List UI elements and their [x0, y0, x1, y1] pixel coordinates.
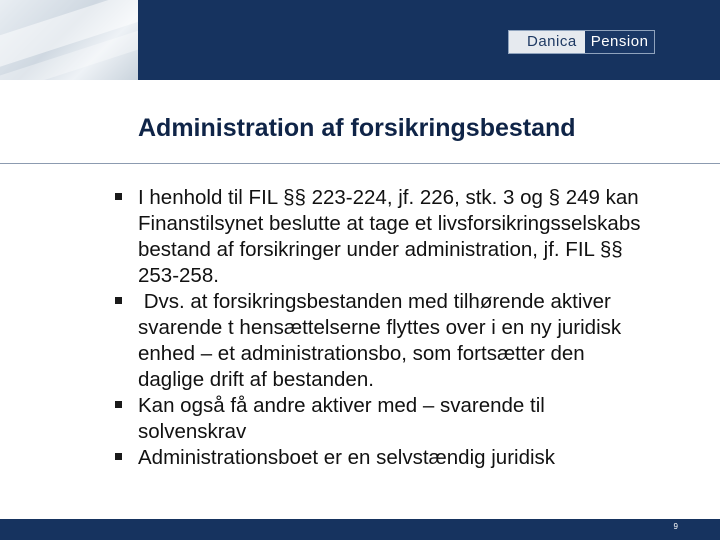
- square-bullet-icon: [115, 297, 122, 304]
- bullet-item: [115, 289, 655, 393]
- square-bullet-icon: [115, 453, 122, 460]
- square-bullet-icon: [115, 193, 122, 200]
- slide-title: Administration af forsikringsbestand: [138, 114, 576, 142]
- bullet-text: Dvs. at forsikringsbestanden med tilhørende aktiver svarende t hensættelserne flyttes over i en ny juridisk enhed – et administrationsbo, som fortsætter den daglige drift af bestanden.: [138, 290, 627, 391]
- bullet-list: [115, 185, 655, 471]
- header-photo: [0, 0, 138, 80]
- footer-band: [0, 519, 720, 540]
- logo-word-danica: Danica: [509, 31, 585, 53]
- title-divider: [0, 163, 720, 164]
- bullet-text: Kan også få andre aktiver med – svarende til solvenskrav: [138, 394, 545, 443]
- bullet-text: I henhold til FIL §§ 223-224, jf. 226, stk. 3 og § 249 kan Finanstilsynet beslutte at tage et livsforsikringsselskabs bestand af forsikringer under administration, jf. FIL §§ 253-258.: [138, 186, 641, 287]
- bullet-text: Administrationsboet er en selvstændig juridisk: [138, 446, 556, 469]
- page-number: 9: [673, 522, 678, 531]
- bullet-item: [115, 393, 655, 445]
- bullet-item: [115, 445, 655, 471]
- logo-word-pension: Pension: [585, 31, 655, 53]
- bullet-item: [115, 185, 655, 289]
- square-bullet-icon: [115, 401, 122, 408]
- danica-pension-logo: [508, 30, 655, 54]
